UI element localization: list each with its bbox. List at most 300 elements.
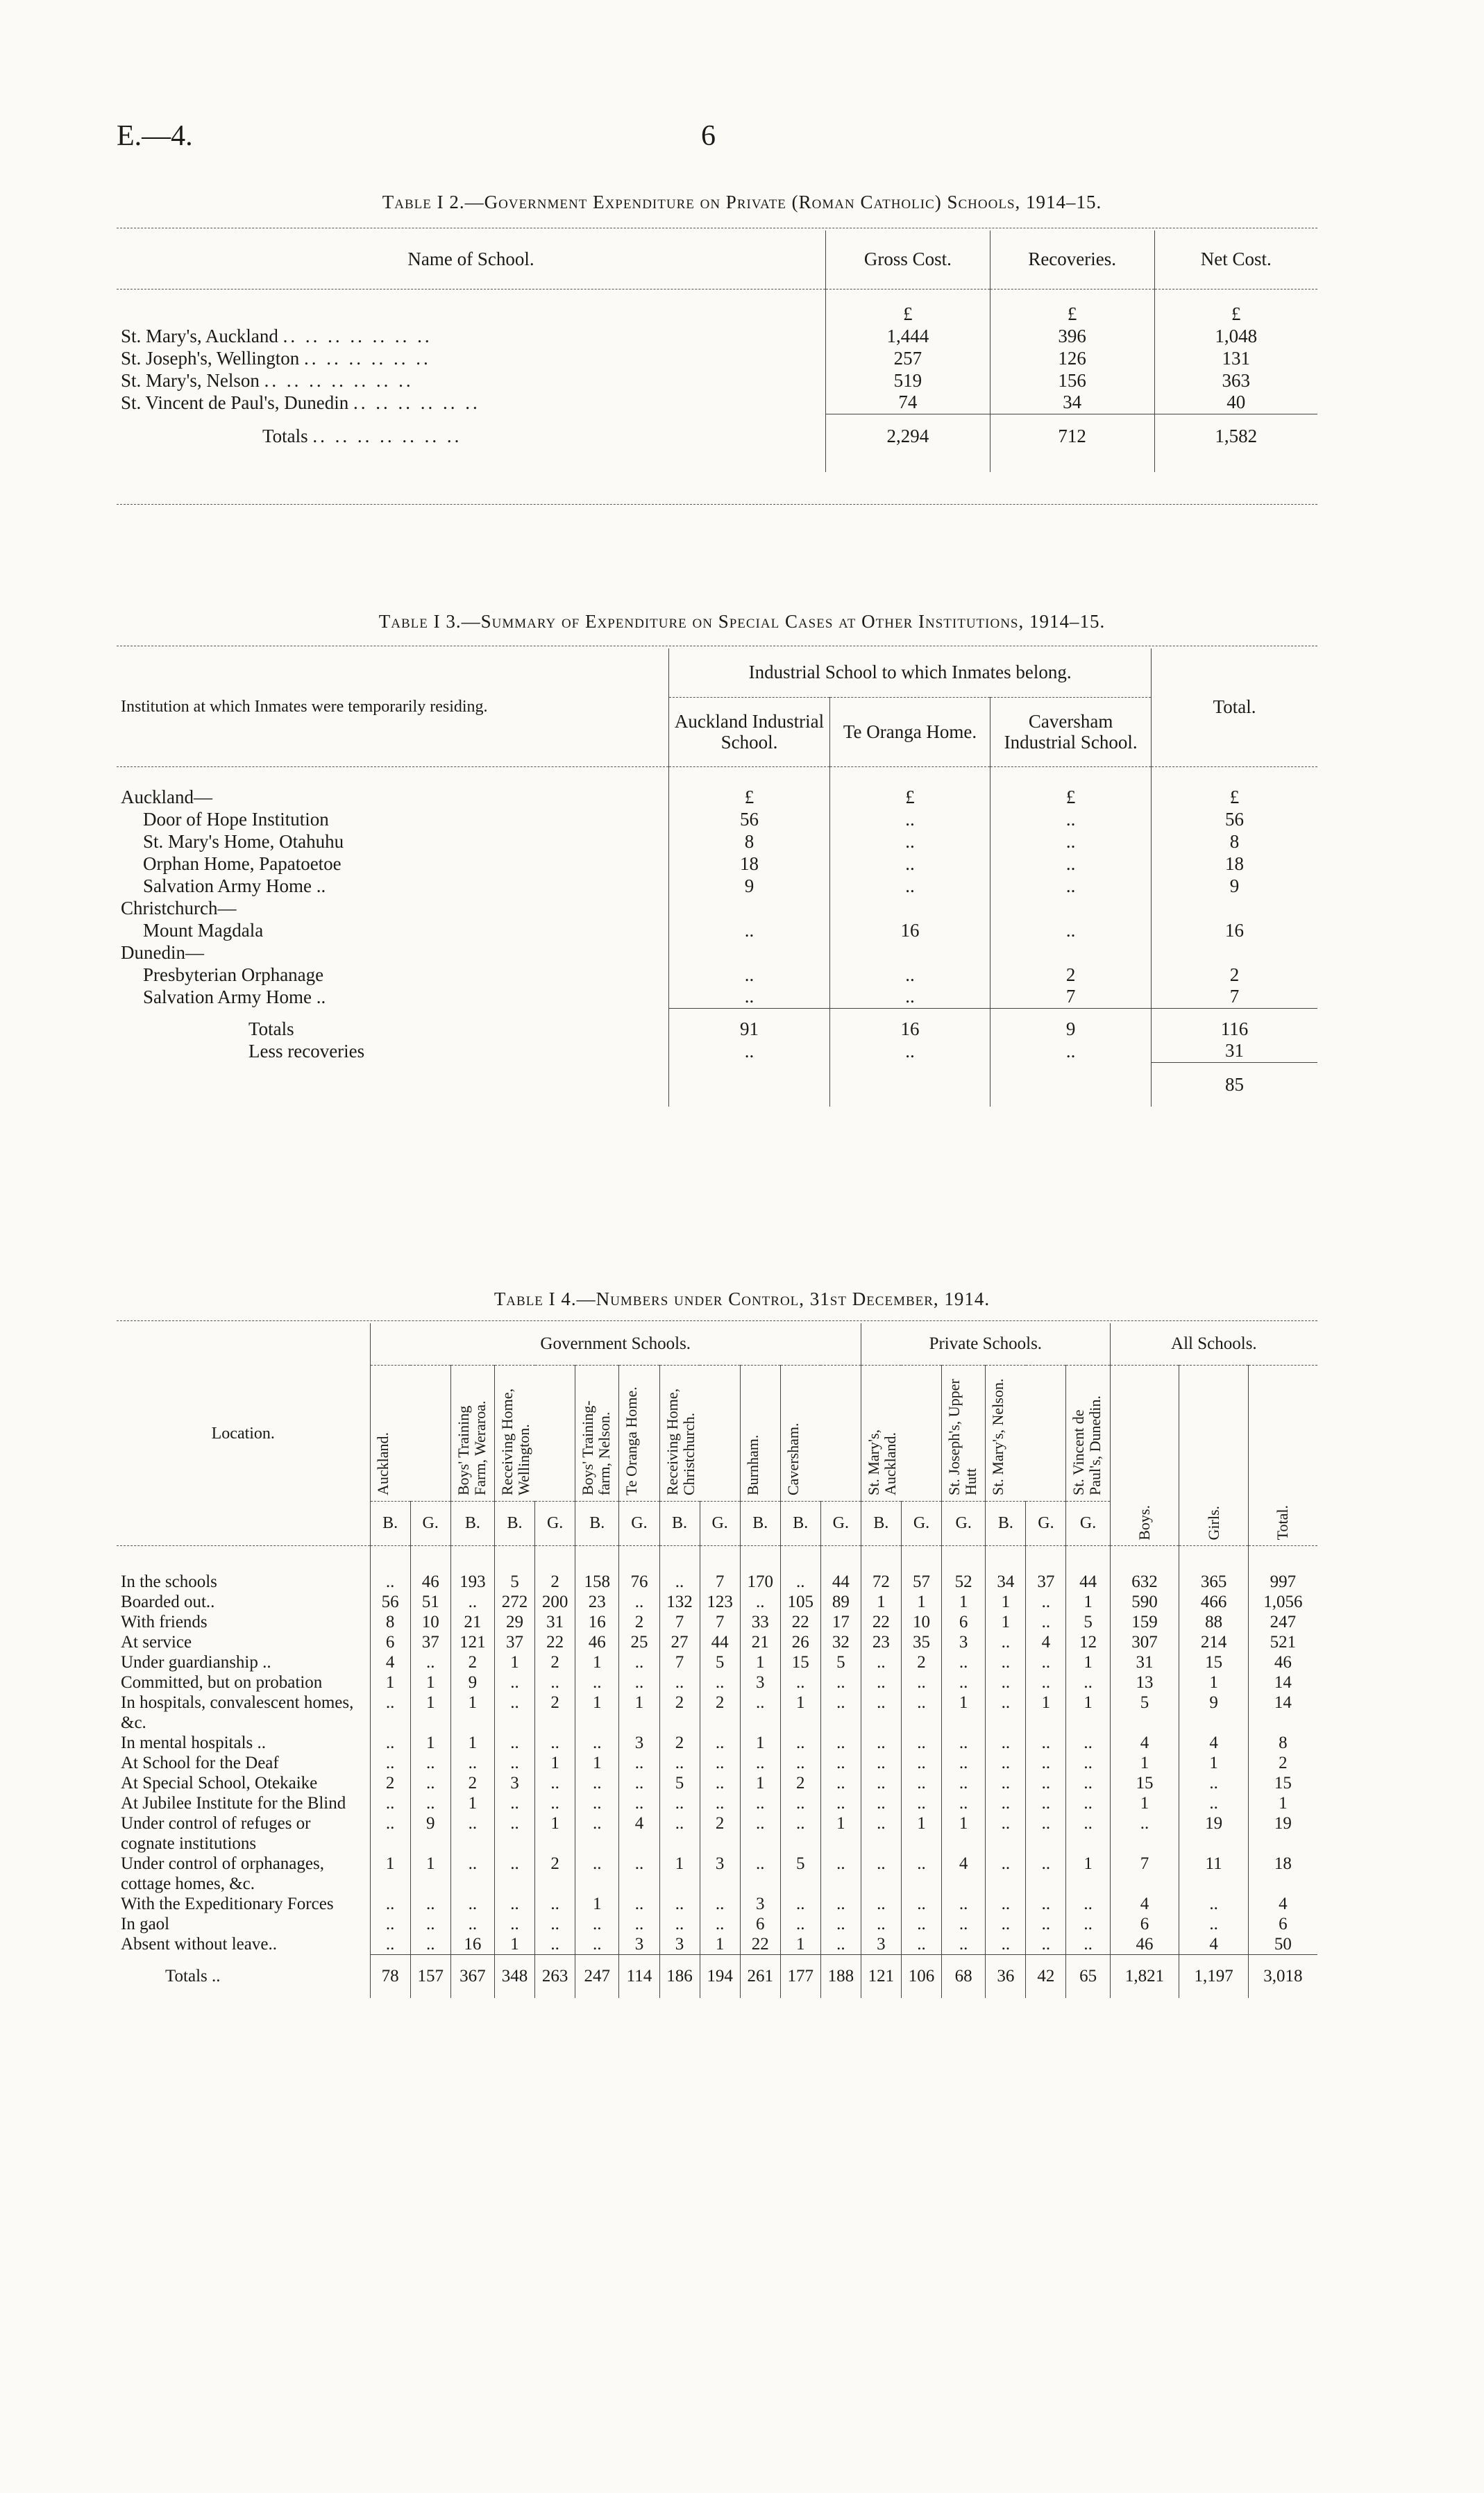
- t13-row-label: Dunedin—: [121, 941, 204, 963]
- t14-cell: 1: [700, 1934, 740, 1955]
- t14-cell: ..: [495, 1793, 535, 1813]
- t14-cell: 29: [495, 1612, 535, 1632]
- t14-cell: ..: [1066, 1813, 1110, 1854]
- t14-spacer-row: [117, 1545, 1317, 1572]
- t14-cell: ..: [1026, 1612, 1066, 1632]
- t14-cell: ..: [1026, 1894, 1066, 1914]
- t13-cell: [990, 941, 1152, 964]
- t14-cell: 1: [575, 1753, 619, 1773]
- t14-cell: 3: [619, 1733, 659, 1753]
- t14-cell: 8: [370, 1612, 410, 1632]
- t14-row-label: In the schools: [121, 1572, 217, 1591]
- t14-cell: ..: [659, 1914, 700, 1934]
- t14-cell: ..: [450, 1914, 494, 1934]
- t14-totals-label: Totals ..: [165, 1967, 221, 1986]
- t14-cell: ..: [370, 1894, 410, 1914]
- t13-row-label: Salvation Army Home ..: [143, 986, 326, 1007]
- t14-school-head: St. Mary's, Auckland.: [864, 1429, 899, 1495]
- table-row: [117, 941, 1317, 964]
- t14-school-head: St. Mary's, Nelson.: [989, 1378, 1007, 1495]
- table-row: [117, 1612, 1317, 1632]
- t14-cell: 46: [1248, 1652, 1317, 1672]
- t14-cell: 18: [1248, 1854, 1317, 1894]
- t14-total-cell: 194: [700, 1955, 740, 1998]
- t14-cell: 1: [410, 1854, 450, 1894]
- t14-cell: 2: [450, 1652, 494, 1672]
- t14-cell: 88: [1179, 1612, 1249, 1632]
- table-row: [117, 1693, 1317, 1733]
- t13-cell: 56: [1152, 808, 1317, 830]
- t13-col-total: Total.: [1152, 648, 1317, 766]
- page-number: 6: [701, 120, 716, 152]
- t12-total-rec: 712: [990, 414, 1154, 458]
- t14-cell: 56: [370, 1592, 410, 1612]
- t14-cell: ..: [619, 1652, 659, 1672]
- t14-cell: 5: [659, 1773, 700, 1793]
- t14-cell: 1: [1248, 1793, 1317, 1813]
- t14-total-cell: 186: [659, 1955, 700, 1998]
- t14-row-label: Boarded out..: [121, 1593, 215, 1611]
- t14-cell: 6: [1110, 1914, 1179, 1934]
- t14-cell: ..: [901, 1934, 941, 1955]
- t14-cell: ..: [410, 1934, 450, 1955]
- t14-cell: 521: [1248, 1632, 1317, 1652]
- t12-title: Table I 2.—Government Expenditure on Private (Roman Catholic) Schools, 1914–15.: [382, 192, 1102, 212]
- t13-cell: ..: [990, 1040, 1152, 1062]
- t14-cell: 14: [1248, 1672, 1317, 1693]
- t14-cell: ..: [861, 1773, 901, 1793]
- t13-col-a: Auckland Industrial School.: [669, 697, 830, 766]
- t14-cell: 1: [575, 1652, 619, 1672]
- t14-subhead: B.: [986, 1501, 1026, 1545]
- t13-cell: 56: [669, 808, 830, 830]
- t14-cell: 8: [1248, 1733, 1317, 1753]
- t14-cell: 158: [575, 1572, 619, 1592]
- t14-cell: ..: [370, 1572, 410, 1592]
- t12-total-net: 1,582: [1154, 414, 1317, 458]
- t13-row-label: St. Mary's Home, Otahuhu: [143, 830, 344, 852]
- table-row: [117, 1572, 1317, 1592]
- t14-cell: ..: [901, 1773, 941, 1793]
- t14-cell: ..: [861, 1854, 901, 1894]
- t14-cell: ..: [780, 1572, 820, 1592]
- t13-cell: ..: [669, 986, 830, 1008]
- t14-cell: ..: [619, 1592, 659, 1612]
- t14-subhead: G.: [410, 1501, 450, 1545]
- t14-cell: ..: [986, 1632, 1026, 1652]
- table-row: [117, 986, 1317, 1008]
- t12-table: [117, 230, 1317, 472]
- t14-school-head: Receiving Home, Christchurch.: [663, 1388, 698, 1495]
- t14-cell: ..: [410, 1773, 450, 1793]
- t14-cell: ..: [535, 1894, 575, 1914]
- t14-cell: 12: [1066, 1632, 1110, 1652]
- t14-cell: ..: [410, 1914, 450, 1934]
- t14-total-cell: 188: [820, 1955, 861, 1998]
- t14-cell: 1: [901, 1813, 941, 1854]
- t12-school-name: St. Mary's, Auckland: [121, 325, 278, 346]
- t12-school-name: St. Joseph's, Wellington: [121, 347, 300, 369]
- t14-cell: 2: [450, 1773, 494, 1793]
- t14-cell: ..: [820, 1914, 861, 1934]
- t12-net: 40: [1154, 392, 1317, 414]
- t12-col-name: Name of School.: [407, 249, 534, 270]
- t13-col-b: Te Oranga Home.: [829, 697, 990, 766]
- t14-subhead: B.: [740, 1501, 780, 1545]
- t14-cell: ..: [370, 1733, 410, 1753]
- t14-cell: ..: [820, 1733, 861, 1753]
- t14-cell: 1: [450, 1793, 494, 1813]
- t14-subhead: G.: [1026, 1501, 1066, 1545]
- t14-cell: 1: [535, 1753, 575, 1773]
- table-row: [117, 1934, 1317, 1955]
- t14-cell: ..: [901, 1693, 941, 1733]
- t14-cell: ..: [495, 1672, 535, 1693]
- t14-cell: 51: [410, 1592, 450, 1612]
- t13-cur-a: £: [669, 766, 830, 808]
- t14-subhead: B.: [780, 1501, 820, 1545]
- t14-row-label: At service: [121, 1633, 192, 1652]
- t14-cell: ..: [740, 1693, 780, 1733]
- t14-cell: ..: [700, 1672, 740, 1693]
- t14-school-head: Auckland.: [373, 1432, 391, 1495]
- t14-school-head: Te Oranga Home.: [623, 1386, 641, 1495]
- t14-school-head: Boys' Training Farm, Weraroa.: [454, 1400, 489, 1495]
- t13-cell: [990, 897, 1152, 919]
- t14-cell: 1: [410, 1693, 450, 1733]
- t14-cell: 32: [820, 1632, 861, 1652]
- t14-cell: 10: [410, 1612, 450, 1632]
- t14-cell: ..: [450, 1753, 494, 1773]
- t13-cell: [829, 897, 990, 919]
- t14-cell: ..: [1026, 1813, 1066, 1854]
- t14-row-label: Under control of refuges or cognate institutions: [121, 1814, 311, 1853]
- t14-total-cell: 106: [901, 1955, 941, 1998]
- t14-cell: 46: [575, 1632, 619, 1652]
- t14-cell: ..: [575, 1914, 619, 1934]
- t14-cell: 15: [780, 1652, 820, 1672]
- t14-cell: 1: [942, 1693, 986, 1733]
- t14-row-label: Under guardianship ..: [121, 1653, 271, 1672]
- t14-cell: 121: [450, 1632, 494, 1652]
- t14-cell: 31: [1110, 1652, 1179, 1672]
- t14-cell: 3: [740, 1894, 780, 1914]
- t14-cell: ..: [410, 1652, 450, 1672]
- t14-cell: 1: [942, 1592, 986, 1612]
- t13-cell: [669, 897, 830, 919]
- t14-cell: 1: [1066, 1854, 1110, 1894]
- t14-cell: 247: [1248, 1612, 1317, 1632]
- t14-cell: ..: [1066, 1753, 1110, 1773]
- t12-net: 363: [1154, 369, 1317, 392]
- t14-cell: 19: [1179, 1813, 1249, 1854]
- t14-cell: 46: [1110, 1934, 1179, 1955]
- t14-cell: ..: [986, 1652, 1026, 1672]
- t14-cell: 1: [740, 1652, 780, 1672]
- t13-net-total: 85: [1152, 1062, 1317, 1107]
- t14-cell: ..: [495, 1693, 535, 1733]
- t14-cell: ..: [410, 1894, 450, 1914]
- t13-cell: 9: [1152, 875, 1317, 897]
- t14-cell: 6: [370, 1632, 410, 1652]
- t13-row-label: Auckland—: [121, 787, 212, 807]
- t14-cell: ..: [1179, 1793, 1249, 1813]
- t14-cell: 1: [535, 1813, 575, 1854]
- t14-cell: ..: [1026, 1652, 1066, 1672]
- t14-cell: ..: [1026, 1854, 1066, 1894]
- t14-total-cell: 121: [861, 1955, 901, 1998]
- t13-cell: ..: [990, 875, 1152, 897]
- t13-cell: ..: [829, 830, 990, 853]
- t14-subhead: G.: [901, 1501, 941, 1545]
- t14-cell: 6: [1248, 1914, 1317, 1934]
- t14-cell: 22: [861, 1612, 901, 1632]
- t14-cell: ..: [1026, 1753, 1066, 1773]
- t14-cell: ..: [535, 1733, 575, 1753]
- t14-cell: 2: [659, 1693, 700, 1733]
- t13-cell: 2: [990, 964, 1152, 986]
- t14-cell: ..: [1066, 1793, 1110, 1813]
- t14-cell: 27: [659, 1632, 700, 1652]
- t14-cell: 37: [1026, 1572, 1066, 1592]
- t14-cell: 123: [700, 1592, 740, 1612]
- t14-cell: ..: [986, 1773, 1026, 1793]
- t13-cell: ..: [990, 808, 1152, 830]
- t12-bottom-rule: [117, 504, 1317, 505]
- t14-cell: 7: [659, 1652, 700, 1672]
- t14-cell: ..: [1066, 1733, 1110, 1753]
- t13-cell: ..: [829, 875, 990, 897]
- t14-cell: 3: [495, 1773, 535, 1793]
- t14-cell: 307: [1110, 1632, 1179, 1652]
- t14-total-cell: 3,018: [1248, 1955, 1317, 1998]
- t14-cell: ..: [370, 1934, 410, 1955]
- t14-cell: 1: [495, 1652, 535, 1672]
- t14-cell: ..: [700, 1894, 740, 1914]
- table-row: [117, 1672, 1317, 1693]
- table-row: St. Vincent de Paul's, Dunedin .. .. .. .. .. .. 74 34 40: [117, 392, 1317, 414]
- t13-totals-label: Totals: [248, 1018, 294, 1039]
- t14-total-cell: 36: [986, 1955, 1026, 1998]
- t14-cell: 2: [619, 1612, 659, 1632]
- t14-cell: 16: [450, 1934, 494, 1955]
- t13-row-label: Christchurch—: [121, 897, 237, 918]
- t14-cell: 1: [820, 1813, 861, 1854]
- t14-all-total-head: Total.: [1274, 1505, 1292, 1541]
- t14-cell: ..: [901, 1672, 941, 1693]
- t13-cell: ..: [990, 919, 1152, 941]
- t14-cell: 25: [619, 1632, 659, 1652]
- t12-gross: 1,444: [825, 325, 990, 347]
- t14-cell: 1: [1179, 1672, 1249, 1693]
- t13-cell: [1152, 941, 1317, 964]
- table-row: [117, 875, 1317, 897]
- t14-cell: ..: [575, 1934, 619, 1955]
- t14-cell: 72: [861, 1572, 901, 1592]
- t14-subhead: G.: [700, 1501, 740, 1545]
- t14-cell: 997: [1248, 1572, 1317, 1592]
- t14-total-cell: 348: [495, 1955, 535, 1998]
- t13-cell: 9: [669, 875, 830, 897]
- t13-cell: ..: [829, 1040, 990, 1062]
- t13-less-total: 31: [1152, 1040, 1317, 1062]
- t14-cell: 21: [450, 1612, 494, 1632]
- t14-cell: ..: [986, 1914, 1026, 1934]
- t14-cell: ..: [495, 1733, 535, 1753]
- t14-cell: 15: [1248, 1773, 1317, 1793]
- t14-cell: 1: [1066, 1693, 1110, 1733]
- t14-col-location: Location.: [211, 1425, 275, 1443]
- t14-cell: ..: [1026, 1914, 1066, 1934]
- t14-cell: ..: [1179, 1773, 1249, 1793]
- t14-cell: 4: [619, 1813, 659, 1854]
- t14-cell: 2: [700, 1813, 740, 1854]
- t14-total-cell: 1,821: [1110, 1955, 1179, 1998]
- t13-cell: ..: [669, 964, 830, 986]
- t14-cell: ..: [861, 1672, 901, 1693]
- t13-cur-c: £: [990, 766, 1152, 808]
- t14-cell: 1: [740, 1773, 780, 1793]
- t13-row-label: Door of Hope Institution: [143, 808, 329, 830]
- t14-cell: ..: [942, 1914, 986, 1934]
- t13-col-inst: Institution at which Inmates were temporarily residing.: [121, 698, 488, 716]
- t14-cell: 590: [1110, 1592, 1179, 1612]
- t14-cell: 7: [1110, 1854, 1179, 1894]
- t13-cell: ..: [829, 853, 990, 875]
- t14-cell: ..: [619, 1854, 659, 1894]
- t14-cell: ..: [942, 1753, 986, 1773]
- t14-cell: 7: [700, 1612, 740, 1632]
- t14-cell: ..: [659, 1894, 700, 1914]
- t14-cell: ..: [901, 1793, 941, 1813]
- t14-cell: 1: [1179, 1753, 1249, 1773]
- table-row: [117, 1894, 1317, 1914]
- table-row: [117, 919, 1317, 941]
- t12-gross: 519: [825, 369, 990, 392]
- t13-cell: 16: [1152, 919, 1317, 941]
- t14-row-label: With the Expeditionary Forces: [121, 1895, 334, 1913]
- t14-cell: ..: [1066, 1914, 1110, 1934]
- t14-cell: ..: [700, 1793, 740, 1813]
- t14-total-cell: 68: [942, 1955, 986, 1998]
- t14-group-gov: Government Schools.: [370, 1323, 861, 1365]
- t12-school-name: St. Vincent de Paul's, Dunedin: [121, 392, 349, 413]
- t14-subhead: B.: [861, 1501, 901, 1545]
- t14-cell: ..: [1026, 1793, 1066, 1813]
- t12-cur-rec: £: [990, 289, 1154, 325]
- t14-cell: ..: [659, 1672, 700, 1693]
- t14-cell: 46: [410, 1572, 450, 1592]
- t14-cell: ..: [410, 1793, 450, 1813]
- t14-school-head: Burnham.: [743, 1434, 761, 1495]
- t14-cell: ..: [740, 1753, 780, 1773]
- t14-cell: 1: [1026, 1693, 1066, 1733]
- t13-cur-b: £: [829, 766, 990, 808]
- t12-school-name: St. Mary's, Nelson: [121, 369, 260, 391]
- t14-cell: 200: [535, 1592, 575, 1612]
- t14-cell: 15: [1110, 1773, 1179, 1793]
- t14-cell: 159: [1110, 1612, 1179, 1632]
- t14-cell: ..: [780, 1914, 820, 1934]
- t14-total-cell: 65: [1066, 1955, 1110, 1998]
- t14-cell: ..: [820, 1672, 861, 1693]
- t14-cell: 2: [1248, 1753, 1317, 1773]
- t14-cell: 6: [740, 1914, 780, 1934]
- t14-cell: 1: [740, 1733, 780, 1753]
- t14-cell: 22: [535, 1632, 575, 1652]
- t14-total-cell: 247: [575, 1955, 619, 1998]
- t13-cell: 8: [1152, 830, 1317, 853]
- t14-row-label: Under control of orphanages, cottage homes, &c.: [121, 1854, 324, 1893]
- t14-cell: 2: [535, 1652, 575, 1672]
- t14-total-cell: 1,197: [1179, 1955, 1249, 1998]
- t14-cell: ..: [780, 1753, 820, 1773]
- t14-cell: 52: [942, 1572, 986, 1592]
- t14-cell: 5: [495, 1572, 535, 1592]
- t14-cell: 105: [780, 1592, 820, 1612]
- table-row: [117, 1652, 1317, 1672]
- t14-cell: 23: [861, 1632, 901, 1652]
- t14-cell: ..: [1066, 1672, 1110, 1693]
- t14-cell: ..: [986, 1934, 1026, 1955]
- t14-cell: 1: [619, 1693, 659, 1733]
- t14-cell: 170: [740, 1572, 780, 1592]
- t14-cell: 1: [495, 1934, 535, 1955]
- t14-cell: ..: [780, 1894, 820, 1914]
- t14-cell: 2: [370, 1773, 410, 1793]
- t14-cell: 3: [659, 1934, 700, 1955]
- table-row: [117, 1733, 1317, 1753]
- t13-cell: ..: [829, 986, 990, 1008]
- t14-row-label: At School for the Deaf: [121, 1754, 279, 1772]
- t14-subhead: B.: [659, 1501, 700, 1545]
- t12-rec: 126: [990, 347, 1154, 369]
- t14-cell: 15: [1179, 1652, 1249, 1672]
- t14-cell: ..: [780, 1672, 820, 1693]
- t14-cell: 4: [1110, 1733, 1179, 1753]
- table-row: [117, 808, 1317, 830]
- t14-cell: ..: [740, 1793, 780, 1813]
- t14-cell: 9: [450, 1672, 494, 1693]
- t13-totals-row: [117, 1008, 1317, 1040]
- t14-cell: 9: [1179, 1693, 1249, 1733]
- t14-cell: 2: [780, 1773, 820, 1793]
- t13-col-c: Caversham Industrial School.: [990, 697, 1152, 766]
- t14-cell: ..: [575, 1672, 619, 1693]
- t14-cell: 7: [659, 1612, 700, 1632]
- t14-cell: ..: [942, 1934, 986, 1955]
- t14-row-label: Committed, but on probation: [121, 1673, 323, 1692]
- t14-cell: 11: [1179, 1854, 1249, 1894]
- t14-cell: ..: [820, 1793, 861, 1813]
- t14-cell: 37: [495, 1632, 535, 1652]
- t14-cell: ..: [861, 1914, 901, 1934]
- t13-table: [117, 648, 1317, 1107]
- table-row: [117, 1753, 1317, 1773]
- t14-row-label: Absent without leave..: [121, 1935, 277, 1954]
- t14-cell: 632: [1110, 1572, 1179, 1592]
- t14-cell: ..: [535, 1934, 575, 1955]
- t14-cell: 4: [942, 1854, 986, 1894]
- t14-cell: ..: [820, 1894, 861, 1914]
- t14-all-girls-head: Girls.: [1204, 1506, 1222, 1541]
- t14-cell: ..: [1066, 1894, 1110, 1914]
- t14-cell: 89: [820, 1592, 861, 1612]
- t14-cell: ..: [619, 1773, 659, 1793]
- t14-cell: ..: [575, 1733, 619, 1753]
- t14-subhead: G.: [619, 1501, 659, 1545]
- t14-total-cell: 261: [740, 1955, 780, 1998]
